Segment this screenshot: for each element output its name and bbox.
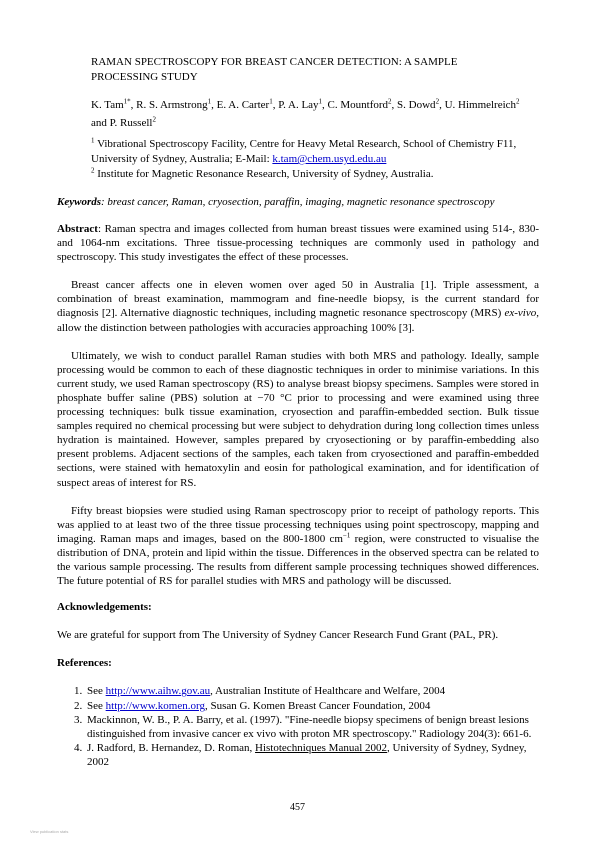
author-affiliation-mark: 1 [269, 97, 273, 106]
abstract-label: Abstract [57, 223, 98, 235]
references-heading: References: [57, 657, 112, 670]
paper-body [57, 222, 539, 769]
author-affiliation-mark: 2 [516, 97, 520, 106]
acknowledgements-heading: Acknowledgements: [57, 601, 152, 614]
author-name: C. Mountford [327, 99, 389, 111]
author-affiliation-mark: 2 [152, 115, 156, 124]
email-link[interactable]: k.tam@chem.usyd.edu.au [272, 153, 387, 165]
paragraph-1: Breast cancer affects one in eleven women over aged 50 in Australia [1]. Triple assessment, a combination of breast examination, mammogram and fine-needle biopsy, is the current standard for diagnosis [2]. Alternative diagnostic techniques, including magnetic resonance spectroscopy (MRS) ex-vivo, allow the distinction between pathologies with accuracies approaching 100% [3]. [57, 279, 539, 334]
reference-link[interactable]: http://www.aihw.gov.au [105, 685, 211, 698]
page-number: 457 [290, 802, 305, 813]
author-affiliation-mark: 2 [388, 97, 392, 106]
reference-item: 3. Mackinnon, W. B., P. A. Barry, et al. (1997). "Fine-needle biopsy specimens of benign breast lesions distinguished from invasive cancer ex vivo with proton MR spectroscopy." Radiology 204(3): 661-6. [85, 713, 539, 741]
paragraph-2: Ultimately, we wish to conduct parallel Raman studies with both MRS and pathology. Ideally, sample processing would be common to each of these diagnostic techniques in order to minimise variations. In this current study, we used Raman spectroscopy (RS) to analyse breast biopsy specimens. Samples were stored in phosphate buffer saline (PBS) solution at −70 °C prior to processing and were examined using three processing techniques: bulk tissue examination, cryosection and paraffin-embedded section. Bulk tissue samples required no chemical processing but were subject to dehydration during long collection times unless hydration is maintained. However, samples prepared by cryosectioning or by paraffin-embedding also present problems. Adjacent sections of the samples, each taken from cryosectioned and paraffin-embedded sections, were stained with hematoxylin and eosin for pathological examination, and for identification of suspect areas of interest for RS. [57, 349, 539, 489]
author-affiliation-mark: 1* [123, 97, 131, 106]
paper-title: RAMAN SPECTROSCOPY FOR BREAST CANCER DETECTION: A SAMPLE PROCESSING STUDY [91, 56, 458, 83]
author-name: P. Russell [109, 117, 153, 129]
reference-link[interactable]: http://www.komen.org [105, 699, 205, 712]
reference-item: 1. See http://www.aihw.gov.au, Australian Institute of Healthcare and Welfare, 2004 [85, 684, 539, 698]
author-affiliation-mark: 2 [435, 97, 440, 106]
author-name: U. Himmelreich [444, 99, 517, 111]
abstract: Abstract: Raman spectra and images collected from human breast tissues were examined using 514-, 830- and 1064-nm excitations. Three tissue-processing techniques are commonly used in pathology and spectroscopy. This study investigates the effect of these processes. [57, 223, 539, 264]
affiliation-2: $^2$ Institute for Magnetic Resonance Research, University of Sydney, Australia. [91, 166, 434, 180]
references [57, 656, 539, 769]
author-name: S. Dowd [397, 99, 436, 111]
author-name: R. S. Armstrong [136, 99, 208, 111]
reference-link: Histotechniques Manual 2002 [255, 741, 388, 754]
acknowledgements-text: We are grateful for support from The University of Sydney Cancer Research Fund Grant (PAL, PR). [57, 629, 499, 642]
affiliations [91, 137, 531, 182]
author-name: P. A. Lay [278, 99, 319, 111]
acknowledgements [57, 600, 539, 642]
author-affiliation-mark: 1 [207, 97, 212, 106]
paragraph-3: Fifty breast biopsies were studied using Raman spectroscopy prior to receipt of pathology reports. This was applied to at least two of the three tissue processing techniques using point spectroscopy, mapping and imaging. Raman maps and images, based on the 800-1800 $cm^{-1}$ region, were constructed to visualise the distribution of DNA, protein and lipid within the tissue. Differences in the observed spectra can be related to the various sample processing. The results from different sample processing techniques showed differences. The future potential of RS for parallel studies with MRS and pathology will be discussed. [57, 504, 539, 588]
reference-item: 4. J. Radford, B. Hernandez, D. Roman, Histotechniques Manual 2002, University of Sydney, Sydney, 2002 [85, 741, 539, 769]
author-list: K. Tam$^{1*}$, R. S. Armstrong$^1$, E. A. Carter$^1$, P. A. Lay$^1$, C. Mountford$^2$, S. Dowd$^2$, U. Himmelreich$^2$ and P. Russell$^2$ [91, 97, 520, 129]
author-affiliation-mark: 1 [318, 97, 323, 106]
footer-note: View publication stats [30, 829, 69, 834]
author-name: K. Tam [91, 99, 124, 111]
author-name: E. A. Carter [216, 99, 270, 111]
keywords-label: Keywords [57, 196, 101, 208]
affiliation-1: $^1$ Vibrational Spectroscopy Facility, Centre for Heavy Metal Research, School of Chemistry F11, University of Sydney, Australia; E-Mail: k.tam@chem.usyd.edu.au [91, 136, 517, 165]
reference-list [57, 684, 539, 769]
reference-item: 2. See http://www.komen.org, Susan G. Komen Breast Cancer Foundation, 2004 [85, 699, 539, 713]
keywords: Keywords: breast cancer, Raman, cryosection, paraffin, imaging, magnetic resonance spectroscopy [57, 196, 495, 208]
